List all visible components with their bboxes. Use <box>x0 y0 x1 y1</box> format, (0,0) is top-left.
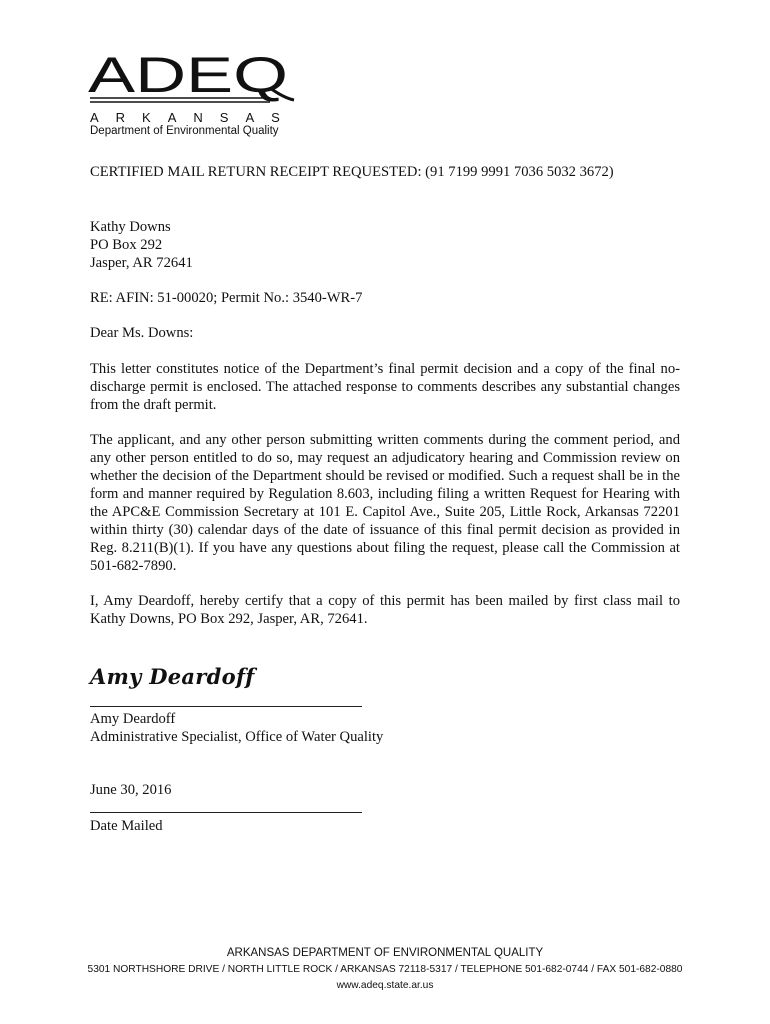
date-mailed-label: Date Mailed <box>90 818 163 834</box>
re-line: RE: AFIN: 51-00020; Permit No.: 3540-WR-7 <box>90 290 363 306</box>
footer-website: www.adeq.state.ar.us <box>336 980 434 991</box>
logo-department-name: Department of Environmental Quality <box>90 125 279 137</box>
certified-mail-line: CERTIFIED MAIL RETURN RECEIPT REQUESTED: (91 7199 9991 7036 5032 3672) <box>90 164 614 180</box>
recipient-name: Kathy Downs <box>90 219 171 235</box>
signer-title: Administrative Specialist, Office of Water Quality <box>90 729 384 745</box>
adeq-logo <box>88 52 298 140</box>
body-paragraph-2: The applicant, and any other person submitting written comments during the comment period, and any other person entitled to do so, may request an adjudicatory hearing and Commission review on whether the decision of the Department should be revised or modified. Such a request shall be in the form and manner required by Regulation 8.603, including filing a written Request for Hearing with the APC&E Commission Secretary at 101 E. Capitol Ave., Suite 205, Little Rock, Arkansas 72201 within thirty (30) calendar days of the date of issuance of this final permit decision as provided in Reg. 8.211(B)(1). If you have any questions about filing the request, please call the Commission at 501-682-7890. <box>90 432 680 574</box>
date-line <box>90 812 362 813</box>
logo-state-name: ARKANSAS <box>90 110 297 125</box>
recipient-address-line-1: PO Box 292 <box>90 237 163 253</box>
salutation: Dear Ms. Downs: <box>90 325 194 341</box>
signer-name: Amy Deardoff <box>90 711 176 727</box>
recipient-address-line-2: Jasper, AR 72641 <box>90 255 193 271</box>
adeq-logo-mark <box>88 52 298 108</box>
adeq-logo-text: ADEQ <box>88 52 288 103</box>
signature-line <box>90 706 362 707</box>
mailed-date: June 30, 2016 <box>90 782 172 798</box>
body-paragraph-1: This letter constitutes notice of the Department’s final permit decision and a copy of the final no-discharge permit is enclosed. The attached response to comments describes any substantial changes from the draft permit. <box>90 361 680 413</box>
footer-organization: ARKANSAS DEPARTMENT OF ENVIRONMENTAL QUALITY <box>226 947 544 959</box>
footer-address: 5301 NORTHSHORE DRIVE / NORTH LITTLE ROCK / ARKANSAS 72118-5317 / TELEPHONE 501-682-0744 / FAX 501-682-0880 <box>87 964 683 975</box>
body-paragraph-3: I, Amy Deardoff, hereby certify that a copy of this permit has been mailed by first class mail to Kathy Downs, PO Box 292, Jasper, AR, 72641. <box>90 593 680 627</box>
handwritten-signature: Amy Deardoff <box>90 664 255 689</box>
